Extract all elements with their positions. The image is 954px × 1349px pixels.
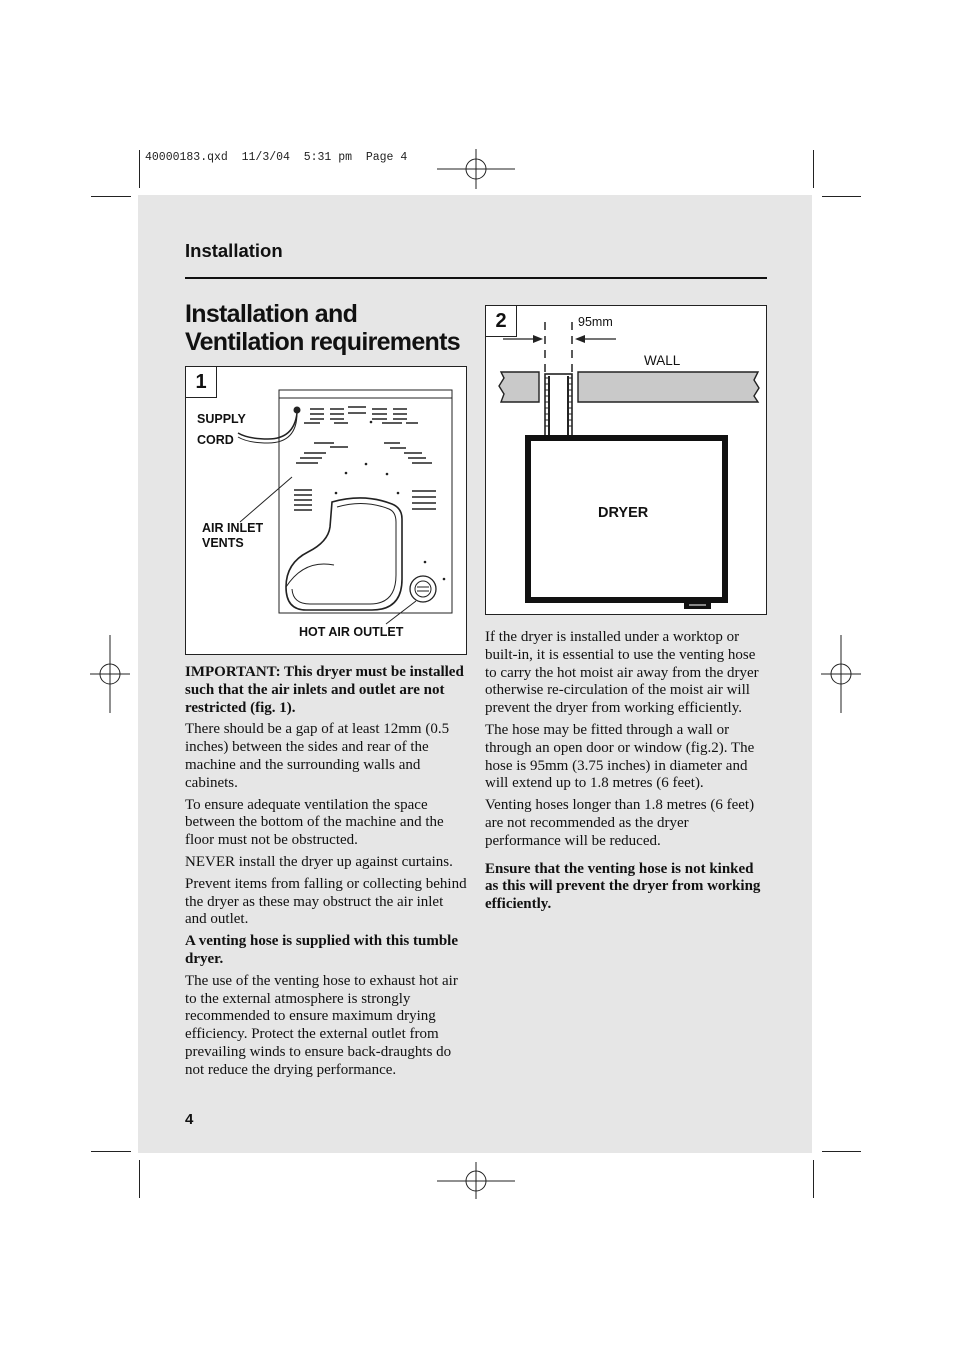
obstruction-paragraph: Prevent items from falling or collecting behind the dryer as these may obstruct the air inlet and outlet.: [185, 875, 467, 928]
cord-label: CORD: [197, 433, 234, 447]
important-notice: IMPORTANT: This dryer must be installed such that the air inlets and outlet are not restricted (fig. 1).: [185, 664, 464, 716]
crop-mark: [139, 150, 140, 188]
venting-hose-paragraph: The use of the venting hose to exhaust hot air to the external atmosphere is strongly recommended to ensure maximum drying efficiency. Protect the external outlet from prevailing winds to ensure back-draughts do not reduce the drying performance.: [185, 972, 458, 1078]
worktop-paragraph: If the dryer is installed under a worktop or built-in, it is essential to use the venting hose to carry the hot moist air away from the dryer otherwise re-circulation of the moist air will prevent the dryer from working efficiently.: [485, 629, 759, 717]
crop-mark: [822, 1151, 861, 1152]
curtains-paragraph: NEVER install the dryer up against curtains.: [185, 853, 453, 870]
vents-label: VENTS: [202, 536, 244, 550]
figure-number: 1: [186, 367, 217, 398]
crop-mark: [813, 1160, 814, 1198]
crop-mark: [139, 1160, 140, 1198]
page-title: [185, 300, 460, 356]
crop-mark: [822, 196, 861, 197]
left-column: [185, 664, 467, 1084]
registration-mark-icon: [821, 634, 863, 714]
page-number: 4: [185, 1111, 194, 1128]
hot-air-outlet-label: HOT AIR OUTLET: [299, 625, 404, 639]
header-rule: [185, 277, 767, 279]
registration-mark-icon: [437, 149, 517, 191]
figure-2: [485, 305, 767, 615]
supply-label: SUPPLY: [197, 412, 246, 426]
kink-warning: Ensure that the venting hose is not kinked as this will prevent the dryer from working efficiently.: [485, 860, 761, 913]
crop-mark: [813, 150, 814, 188]
wall-venting-diagram: [486, 306, 768, 616]
figure-1: [185, 366, 467, 655]
right-column: [485, 629, 767, 918]
figure-number: 2: [486, 306, 517, 337]
ventilation-paragraph: To ensure adequate ventilation the space between the bottom of the machine and the floor must not be obstructed.: [185, 796, 444, 849]
air-inlet-label: AIR INLET: [202, 521, 264, 535]
print-slug: 40000183.qxd 11/3/04 5:31 pm Page 4: [145, 151, 408, 164]
hose-fitting-paragraph: The hose may be fitted through a wall or through an open door or window (fig.2). The hose is 95mm (3.75 inches) in diameter and will extend up to 1.8 metres (6 feet).: [485, 721, 755, 792]
registration-mark-icon: [90, 634, 132, 714]
venting-hose-notice: A venting hose is supplied with this tumble dryer.: [185, 933, 458, 967]
page-title-line-2: Ventilation requirements: [185, 328, 460, 356]
crop-mark: [91, 1151, 131, 1152]
hose-diameter-label: 95mm: [578, 315, 613, 329]
wall-label: WALL: [644, 353, 681, 368]
crop-mark: [91, 196, 131, 197]
section-heading: Installation: [185, 240, 283, 261]
dryer-label: DRYER: [598, 505, 649, 521]
registration-mark-icon: [437, 1162, 517, 1200]
hose-length-paragraph: Venting hoses longer than 1.8 metres (6 feet) are not recommended as the dryer performance will be reduced.: [485, 797, 755, 849]
page-title-line-1: Installation and: [185, 300, 358, 328]
dryer-front-illustration: [186, 367, 468, 656]
gap-paragraph: There should be a gap of at least 12mm (0.5 inches) between the sides and rear of the machine and the surrounding walls and cabinets.: [185, 721, 450, 791]
